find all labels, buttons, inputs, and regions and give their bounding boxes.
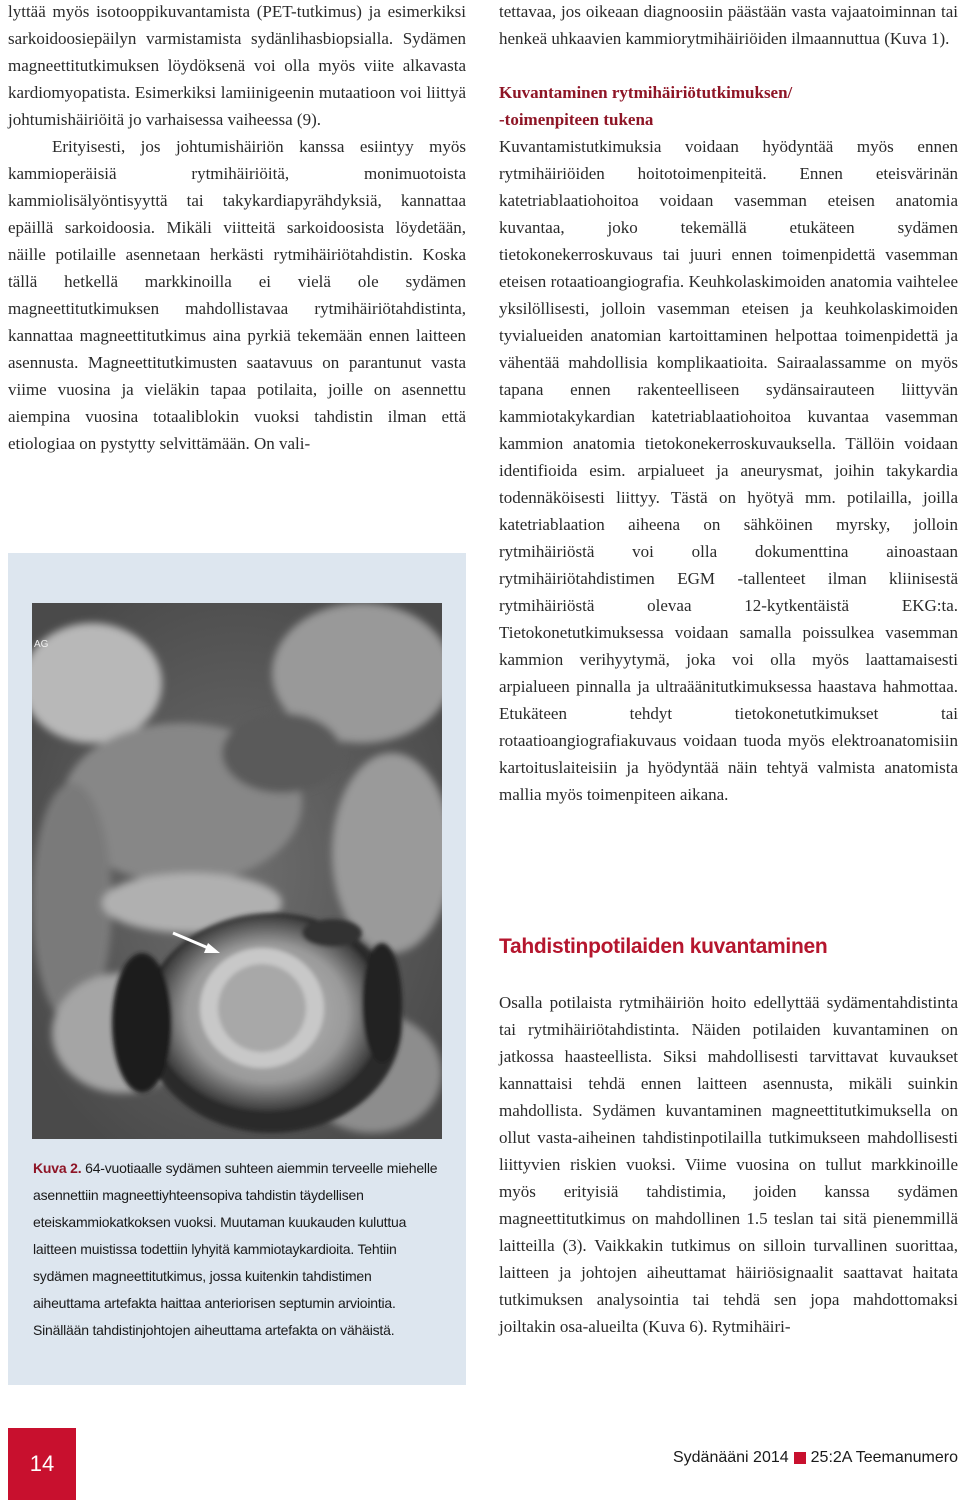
- subheading-line: Kuvantaminen rytmihäiriötutkimuksen/: [499, 83, 793, 102]
- section-subheading: [499, 79, 958, 133]
- paragraph: [8, 133, 466, 457]
- paragraph-text: Erityisesti, jos johtumishäiriön kanssa esiintyy myös kammioperäisiä rytmihäiriöitä, monimuotoista kammiolisälyöntisyyttä tai takykardiapyrähdyksiä, kannattaa epäillä sarkoidoosia.: [8, 137, 466, 237]
- left-column: [8, 0, 466, 457]
- figure-caption: [33, 1155, 441, 1344]
- caption-label: Kuva 2.: [33, 1160, 82, 1176]
- issue-name: 25:2A Teemanumero: [810, 1449, 958, 1466]
- paragraph-text: Mikäli viitteitä sarkoidoosista löydetään, näille potilaille asennetaan herkästi rytmihäiriötahdistin. Koska tällä hetkellä markkinoilla ei vielä ole sydämen magneettitutkimuksen mahdollistavaa rytmihäiriötahdistinta, kannattaa magneettitutkimus aina pyrkiä tekemään ennen laitteen asennusta. Magneettitutkimusten saatavuus on parantunut vasta viime vuosina ja vieläkin tapaa potilaita, joille on asennettu aiempina vuosina totaaliblokin vuoksi tahdistin ilman että etiologiaa on pystytty selvittämään. On vali-: [8, 218, 466, 453]
- cardiac-mri-illustration: [32, 603, 442, 1139]
- paragraph: tettavaa, jos oikeaan diagnoosiin päästään vasta vajaatoiminnan tai henkeä uhkaavien kammiorytmihäiriöiden ilmaannuttua (Kuva 1).: [499, 2, 958, 48]
- square-icon: [794, 1452, 806, 1464]
- paragraph: Osalla potilaista rytmihäiriön hoito edellyttää sydämentahdistinta tai rytmihäiriötahdistinta. Näiden potilaiden kuvantaminen on jatkossa haasteellista. Siksi mahdollisesti tarvittavat kuvaukset kannattaisi tehdä ennen laitteen asennusta, mikäli suinkin mahdollista. Sydämen kuvantaminen magneettitutkimuksella on ollut vasta-aiheinen tahdistinpotilailla tutkimukseen mahdollisesti liittyvien riskien vuoksi. Viime vuosina on tullut markkinoille myös erityisiä tahdistimia, joiden kanssa sydämen magneettitutkimus on mahdollinen 1.5 teslan tai sitä pienemmillä laitteilla (3). Vaikkakin tutkimus on silloin turvallinen suorittaa, laitteen ja johtojen aiheuttamat häiriösignaalit saattavat haitata tutkimuksen analysointia tai tehdä sen jopa mahdottomaksi joiltakin osa-alueilta (Kuva 6). Rytmihäiri-: [499, 993, 958, 1336]
- publication-name: Sydänääni 2014: [672, 1449, 789, 1466]
- section2-column: [499, 989, 958, 1340]
- paragraph: lyttää myös isotooppikuvantamista (PET-tutkimus) ja esimerkiksi sarkoidoosiepäilyn varmistamista sydänlihasbiopsialla. Sydämen magneettitutkimuksen löydöksenä voi olla myös viite alkavasta kardiomyopatista. Esimerkiksi lamiinigeenin mutaatioon voi liittyä johtumishäiriöitä jo varhaisessa vaiheessa (9).: [8, 2, 466, 129]
- right-column: [499, 0, 958, 808]
- subheading-line: -toimenpiteen tukena: [499, 110, 654, 129]
- caption-text: 64-vuotiaalle sydämen suhteen aiemmin terveelle miehelle asennettiin magneettiyhteensopiva tahdistin täydellisen eteiskammiokatkoksen vuoksi. Muutaman kuukauden kuluttua laitteen muistissa todettiin lyhyitä kammiotaykardioita. Tehtiin sydämen magneettitutkimus, jossa kuitenkin tahdistimen aiheuttama artefakta haittaa anteriorisen septumin arviointia. Sinällään tahdistinjohtojen aiheuttama artefakta on vähäistä.: [33, 1160, 438, 1338]
- page-number: 14: [8, 1428, 76, 1500]
- section-title: Tahdistinpotilaiden kuvantaminen: [499, 935, 828, 958]
- image-label: AG: [34, 639, 49, 650]
- paragraph: Kuvantamistutkimuksia voidaan hyödyntää myös ennen rytmihäiriöiden hoitotoimenpiteitä. Ennen eteisvärinän katetriablaatiohoitoa voidaan vasemman eteisen anatomia kuvantaa, joko tekemällä etukäteen sydämen tietokonekerroskuvaus tai juuri ennen toimenpidettä vasemman eteisen rotaatioangiografia. Keuhkolaskimoiden anatomia vaihtelee yksilöllisesti, jolloin vasemman eteisen ja keuhkolaskimoiden tyvialueiden anatomian kartoittaminen helpottaa toimenpidettä ja vähentää mahdollisia komplikaatioita. Sairaalassamme on myös tapana ennen rakenteelliseen sydänsairauteen liittyvän kammiotakykardian katetriablaatiohoitoa kuvantaa vasemman kammion anatomia tietokonekerroskuvauksella. Tällöin voidaan identifioida esim. arpialueet ja aneurysmat, joihin takykardia todennäköisesti liittyy. Tästä on hyötyä mm. potilailla, joilla katetriablaation aiheena on sähköinen myrsky, jolloin rytmihäiriöstä voi olla dokumenttina ainoastaan rytmihäiriötahdistimen EGM -tallenteet ilman kliinisestä rytmihäiriöstä olevaa 12-kytkentäistä EKG:ta. Tietokonetutkimuksessa voidaan samalla poissulkea vasemman kammion verihyytymä, joka voi olla myös laattamaisesti arpialueen pinnalla ja ultraäänitutkimuksessa haastava hahmottaa. Etukäteen tehdyt tietokonetutkimukset tai rotaatioangiografiakuvaus voidaan tuoda myös elektroanatomisiin kartoituslaiteisiin ja hyödyntää näin tehtyä valmista anatomista mallia myös toimenpiteen aikana.: [499, 137, 958, 804]
- page-footer: [673, 1449, 958, 1467]
- mri-image: [32, 603, 442, 1139]
